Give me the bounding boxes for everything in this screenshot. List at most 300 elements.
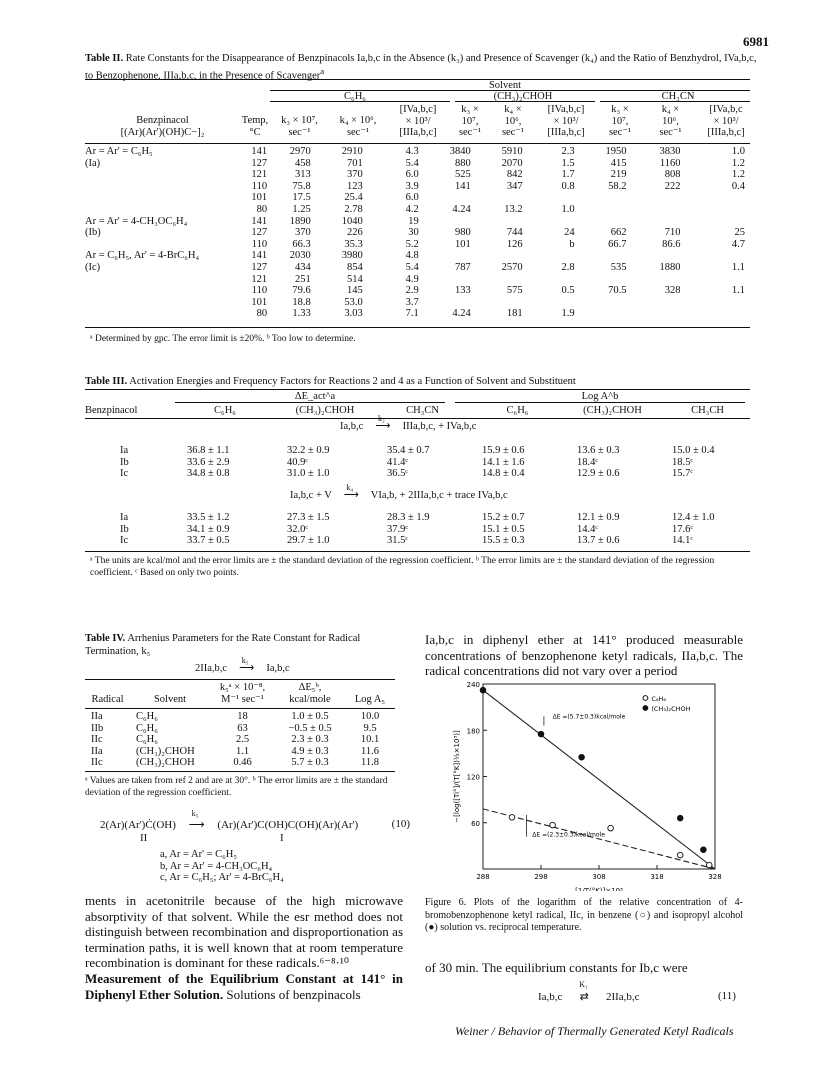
table3-cell: 31.0 ± 1.0: [287, 468, 330, 480]
x-axis-label: [1/T(°K)]×10³: [575, 887, 623, 891]
table2-subcol-2-l2: × 10³/: [405, 115, 431, 127]
table2-subcol-0: [272, 115, 327, 138]
table2-cell: 1.2: [731, 169, 745, 181]
table3-col-header: CH₃CH: [691, 405, 724, 416]
table2-cell: [585, 308, 637, 320]
table2-cell: 1.0: [731, 146, 745, 157]
x-tick-label: 318: [650, 873, 664, 881]
figure-6: [425, 676, 745, 891]
table2-cell: 66.3: [292, 238, 311, 250]
table2-subcol-8: [697, 104, 755, 139]
table2-cell: 1.1: [731, 285, 745, 297]
table2-cell: [481, 297, 533, 309]
table2-cell: 75.8: [292, 180, 311, 192]
table3-col-header: C₆H₆: [214, 405, 236, 416]
table4-row-label: IIb: [91, 722, 104, 734]
table2-cell: [429, 192, 481, 204]
right-paragraph-2: of 30 min. The equilibrium constants for Ib,c were: [425, 960, 688, 975]
table2-cell: 2.8: [561, 261, 575, 273]
table2-subcol-4-l1: k₄ ×: [504, 104, 522, 115]
table3-group1-rule: [175, 402, 445, 403]
table2-cell: 0.4: [731, 180, 745, 192]
table2-row-label: [85, 204, 241, 216]
table4-cell: (CH₃)₂CHOH: [136, 745, 195, 757]
table2-sub-rule-2: [455, 101, 595, 102]
table2-subcol-0-l1: k₃ × 10⁷,: [281, 115, 318, 126]
table4-row-label: IIc: [91, 757, 103, 769]
right-paragraph: Ia,b,c in diphenyl ether at 141° produced measurable concentrations of benzophenone ketyl radicals, IIa,b,c. The radical concentrations did not vary over a period: [425, 632, 743, 678]
data-point: [538, 731, 544, 737]
table2-cell: [585, 216, 637, 228]
table4-row: [85, 757, 395, 769]
left-paragraph: ments in acetonitrile because of the high microwave absorptivity of that solvent. While the esr method does not distinguish between recombination and disproportionation as termination paths, it is well known that at room temperature recombination is dominant for these radicals.⁶⁻⁸·¹⁰: [85, 893, 403, 970]
table3-row: [85, 524, 755, 536]
table4-row-label: IIa: [91, 711, 103, 722]
table2-row: [85, 297, 755, 309]
table3-cell: 41.4ᶜ: [387, 456, 409, 468]
eq10-label-right: I: [280, 832, 284, 844]
table3-row: [85, 445, 755, 457]
table4-cell: C₆H₆: [136, 722, 158, 734]
table2-cell: 2.9: [405, 285, 419, 297]
table2-subcol-4-l2: 10⁶,: [504, 115, 522, 127]
table3-cell: 13.6 ± 0.3: [577, 445, 620, 456]
table4-reaction: [195, 656, 290, 675]
table2-cell: 370: [346, 169, 363, 181]
legend-label-benzene: C₆H₆: [651, 695, 667, 703]
table2-row-label: [85, 181, 241, 193]
table2-row: [85, 169, 755, 181]
table3-reaction2-arrow: k₄ ⟶: [343, 483, 359, 501]
eq10-right: (Ar)(Ar')C(OH)C(OH)(Ar)(Ar'): [217, 819, 359, 831]
table3-row: [85, 457, 755, 469]
y-axis-label: −[log([Ti°]/(T[°K])½×10³)]: [453, 730, 461, 823]
table3-cell: 31.5ᶜ: [387, 535, 409, 547]
table2-body: [85, 146, 755, 320]
table2-subcol-3-l2: 10⁷,: [461, 115, 479, 127]
table2-cell: 66.7: [608, 238, 627, 250]
table4-cell: 11.6: [361, 745, 379, 757]
table2-cell: [637, 250, 691, 262]
table2-cell: 2.78: [344, 203, 363, 215]
table2-row-label: Ar = C₆H₅, Ar' = 4-BrC₆H₄: [85, 250, 200, 262]
table3-reaction2-k: k₄: [346, 483, 354, 492]
table2-row-label: [85, 285, 241, 297]
table3-footnotes: ᵃ The units are kcal/mol and the error limits are ± the standard deviation of the regression coefficient. ᵇ The error limits are ± the standard deviation of the regression coefficient. ᶜ Based on only two points.: [90, 556, 715, 578]
table2-cell: 2910: [341, 146, 363, 157]
table2-cell: [481, 274, 533, 286]
left-paragraph-2: Solutions of benzpinacols: [226, 986, 361, 1002]
table2-subcol-6: [600, 104, 640, 139]
table2-cell: [637, 308, 691, 320]
table3-cell: 14.8 ± 0.4: [482, 468, 525, 480]
table2-subcol-7-l2: 10⁶,: [662, 115, 679, 127]
table3-cell: 33.7 ± 0.5: [187, 535, 230, 547]
table3-col-header: CH₃CN: [406, 405, 439, 416]
table2-row: [85, 274, 755, 286]
table3-block1: [85, 445, 755, 480]
page-footer: Weiner / Behavior of Thermally Generated Ketyl Radicals: [455, 1024, 734, 1038]
data-point: [701, 847, 707, 853]
table3-cell: 35.4 ± 0.7: [387, 445, 430, 456]
x-tick-label: 328: [708, 873, 722, 881]
table2-cell: [585, 204, 637, 216]
table2-cell: 5.4: [405, 261, 419, 273]
table3-reaction1-left: Ia,b,c: [340, 421, 364, 432]
table2-cell: 219: [610, 169, 627, 181]
table2-cell: [691, 297, 755, 309]
table2-cell: 313: [295, 169, 311, 181]
table2-row-label: [85, 169, 241, 181]
table3-bottom-rule: [85, 551, 750, 552]
table4-cell: 18: [237, 711, 248, 722]
table2-cell: 251: [295, 273, 311, 285]
table2-cell: 4.24: [452, 203, 471, 215]
data-point: [509, 815, 515, 821]
table2-row: [85, 239, 755, 251]
table2-header-rule: [85, 143, 750, 144]
table3-reaction2-left: Ia,b,c + V: [290, 490, 332, 501]
table4-col-header: ΔE₅ᵇ, kcal/mole: [289, 682, 331, 705]
table3-row: [85, 535, 755, 547]
table2-col-temp: [238, 115, 272, 138]
table2-cell: 25: [734, 227, 745, 239]
table3-cell: 18.4ᶜ: [577, 456, 599, 468]
table2-subcol-5: [535, 104, 597, 139]
table2-cell: 222: [664, 180, 681, 192]
table2-subcol-5-l2: × 10³/: [553, 115, 579, 127]
table3-cell: 29.7 ± 1.0: [287, 535, 330, 547]
y-tick-label: 60: [471, 819, 480, 828]
table2-cell: 880: [454, 157, 471, 169]
table2-cell: 101: [251, 296, 268, 308]
table2-cell: [481, 250, 533, 262]
table2-cell: 35.3: [344, 238, 363, 250]
table4-cell: 63: [237, 722, 248, 734]
table4-cell: 10.1: [360, 734, 380, 746]
table2-cell: [691, 204, 755, 216]
table4-col-header: Solvent: [153, 693, 187, 705]
eq10-defs: [160, 849, 284, 884]
table2-caption-sup: a: [320, 66, 325, 76]
table2-subcol-4-l3: sec⁻¹: [501, 127, 525, 139]
table2-cell: 535: [610, 261, 627, 273]
table2-cell: 18.8: [292, 296, 311, 308]
table4-cell: 0.46: [233, 757, 252, 769]
table3-cell: 27.3 ± 1.5: [287, 512, 330, 523]
table2-row: [85, 262, 755, 274]
table2-subcol-7: [648, 104, 693, 139]
table2-row-label: Ar = Ar' = C₆H₅: [85, 146, 153, 157]
data-point: [550, 822, 556, 828]
table2-cell: 710: [664, 227, 681, 239]
table2-subcol-3-l3: sec⁻¹: [458, 127, 482, 139]
table2-cell: [585, 297, 637, 309]
table2-footnotes: ᵃ Determined by gpc. The error limit is ±20%. ᵇ Too low to determine.: [90, 334, 356, 344]
x-tick-label: 308: [592, 873, 606, 881]
table2-col-benzpinacol-l1: Benzpinacol: [136, 115, 189, 126]
table2-row: [85, 158, 755, 170]
table4-top-rule: [85, 679, 395, 680]
table2-cell: 1160: [659, 157, 681, 169]
table4-cell: 10.0: [360, 711, 380, 722]
table3-cell: 15.9 ± 0.6: [482, 445, 525, 456]
table2-subcol-1-l1: k₄ × 10⁶,: [339, 115, 377, 126]
table2-row: [85, 216, 755, 228]
table2-solvent-header: Solvent: [488, 80, 522, 91]
table2-solvent-ipa: (CH₃)₂CHOH: [493, 91, 553, 102]
table2-cell: 127: [251, 227, 268, 239]
eq10-def-c: c, Ar = C₆H₅; Ar' = 4-BrC₆H₄: [160, 872, 284, 884]
table4-cell: 2.5: [235, 734, 250, 746]
table2-subcol-8-l1: [IVa,b,c: [709, 104, 743, 115]
table2-col-benzpinacol-l2: [(Ar)(Ar')(OH)C−]₂: [120, 126, 205, 138]
table3-row-label: Ib: [120, 523, 129, 535]
table2-cell: 6.0: [405, 192, 419, 204]
table2-cell: [637, 297, 691, 309]
table2-row-label: Ar = Ar' = 4-CH₃OC₆H₄: [85, 215, 188, 227]
table3-reaction1-k: k₂: [377, 414, 385, 423]
table3-reaction1-arrow: k₂ ⟶: [375, 414, 391, 432]
table3-label: Table III.: [85, 376, 128, 387]
y-tick-label: 180: [466, 727, 480, 736]
table2-cell: 58.2: [608, 180, 627, 192]
table2-cell: 662: [610, 227, 627, 239]
table2-cell: 127: [251, 157, 268, 169]
table4-reaction-right: Ia,b,c: [266, 663, 290, 674]
table3-cell: 33.5 ± 1.2: [187, 512, 230, 523]
table3-col-header: Benzpinacol: [85, 405, 138, 416]
table2-cell: [429, 297, 481, 309]
table2-cell: [533, 192, 585, 204]
table3-col-header: (CH₃)₂CHOH: [583, 405, 642, 416]
table3-row-label: Ib: [120, 456, 129, 468]
table2-cell: 101: [251, 192, 268, 204]
table4-cell: 1.1: [235, 745, 250, 757]
table4-row: [85, 723, 395, 735]
table3-cell: 32.2 ± 0.9: [287, 445, 330, 456]
eq11-right: 2IIa,b,c: [605, 991, 640, 1003]
table3-row-label: Ic: [120, 468, 129, 480]
table3-cell: 14.4ᶜ: [577, 523, 599, 535]
table2-cell: 525: [454, 169, 471, 181]
table2-cell: 3980: [341, 250, 363, 262]
table3-cell: 33.6 ± 2.9: [187, 456, 230, 468]
table2-cell: 1.0: [561, 203, 575, 215]
table2-row-label: [85, 239, 241, 251]
table2-cell: 5.4: [405, 157, 419, 169]
table2-cell: 2970: [289, 146, 311, 157]
table2-sub-rule-1: [270, 101, 450, 102]
table2-cell: [429, 216, 481, 228]
table2-row-label: [85, 274, 241, 286]
table4-bottom-rule: [85, 771, 395, 772]
table2-cell: 110: [251, 238, 268, 250]
table2-cell: 19: [408, 215, 419, 227]
table4-row: [85, 711, 395, 723]
table2-subcol-2-l3: [IIIa,b,c]: [399, 127, 437, 139]
table2-row: [85, 308, 755, 320]
table2-cell: 127: [251, 261, 268, 273]
table3-row: [85, 468, 755, 480]
table2-subcol-6-l2: 10⁷,: [611, 115, 629, 127]
table3-cell: 40.9ᶜ: [287, 456, 309, 468]
table2-cell: 808: [664, 169, 681, 181]
table2-cell: 79.6: [292, 285, 311, 297]
table2-cell: 3.03: [344, 308, 363, 320]
table2-subcol-6-l3: sec⁻¹: [608, 127, 632, 139]
table2-cell: 744: [506, 227, 523, 239]
table2-cell: [637, 204, 691, 216]
table2-subcol-3: [450, 104, 490, 139]
table3-reaction2: [290, 483, 508, 502]
table3-cell: 15.5 ± 0.3: [482, 535, 525, 547]
table2-subcol-5-l1: [IVa,b,c]: [547, 104, 585, 115]
table2-cell: 3.9: [405, 180, 419, 192]
table4-header-rule: [85, 708, 395, 709]
page-number: 6981: [743, 34, 769, 49]
table3-row: [85, 512, 755, 524]
eq11-left: Ia,b,c: [538, 991, 563, 1003]
table2-cell: 1950: [605, 146, 627, 157]
table2-cell: 226: [346, 227, 363, 239]
table2-cell: [533, 274, 585, 286]
table2-cell: [533, 297, 585, 309]
table2-cell: 1.1: [731, 261, 745, 273]
table2-cell: 141: [454, 180, 471, 192]
table2-cell: [429, 250, 481, 262]
table3-top-rule: [85, 389, 750, 390]
table2-cell: 123: [346, 180, 363, 192]
table2-subcol-8-l2: × 10³/: [713, 115, 739, 127]
table2-cell: 80: [256, 308, 268, 320]
table2-solvent-acn: CH₃CN: [661, 91, 695, 102]
table2-sub-rule-3: [600, 101, 750, 102]
table2-subcol-0-l2: sec⁻¹: [288, 126, 311, 138]
data-point: [677, 852, 683, 858]
table2-cell: 1890: [289, 215, 311, 227]
table2-subcol-1-l2: sec⁻¹: [346, 126, 370, 138]
table2-cell: 7.1: [405, 308, 419, 320]
table2-cell: 5.2: [405, 238, 419, 250]
table3-cell: 34.8 ± 0.8: [187, 468, 230, 480]
table2-cell: 980: [454, 227, 471, 239]
table2-cell: 3840: [449, 146, 471, 157]
table4-cell: 11.8: [361, 757, 379, 769]
table2-cell: 141: [251, 146, 268, 157]
eq10-def-b: b, Ar = Ar' = 4-CH₃OC₆H₄: [160, 860, 273, 872]
table3-cell: 12.1 ± 0.9: [577, 512, 620, 523]
table2-cell: [637, 192, 691, 204]
table2-cell: [533, 250, 585, 262]
table2-cell: 70.5: [608, 285, 627, 297]
table2-cell: 575: [506, 285, 523, 297]
table2-cell: 842: [506, 169, 523, 181]
table2-row-label: [85, 297, 241, 309]
table2-cell: 328: [664, 285, 681, 297]
table2-row-label: (Ib): [85, 227, 101, 239]
eq10-label-left: II: [140, 832, 148, 844]
table2-cell: 1.2: [731, 157, 745, 169]
table3-group2: Log A^b: [581, 391, 619, 402]
table4-cell: 5.7 ± 0.3: [291, 757, 329, 769]
table2-row-label: (Ic): [85, 261, 101, 273]
table2-subcol-3-l1: k₃ ×: [461, 104, 479, 115]
table4-footnotes: ᵃ Values are taken from ref 2 and are at 30°. ᵇ The error limits are ± the standard deviation of the regression coefficient.: [85, 776, 388, 798]
table3-cell: 15.2 ± 0.7: [482, 512, 525, 523]
table3-cell: 13.7 ± 0.6: [577, 535, 620, 547]
table2-cell: [585, 250, 637, 262]
table2-cell: 30: [408, 227, 419, 239]
table2-solvent-benzene: C₆H₆: [344, 91, 366, 102]
table3-header: [85, 405, 755, 417]
table2-cell: 5910: [501, 146, 523, 157]
table2-row: [85, 227, 755, 239]
table2-cell: 133: [454, 285, 471, 297]
table2-cell: 1.9: [561, 308, 575, 320]
table3-cell: 14.1ᶜ: [672, 535, 694, 547]
table2-cell: 415: [610, 157, 627, 169]
table2-cell: [481, 216, 533, 228]
table4-row: [85, 734, 395, 746]
table3-caption: [85, 375, 765, 388]
table3-group2-rule: [455, 402, 745, 403]
table2-subcol-6-l1: k₃ ×: [611, 104, 629, 115]
table2-subcol-8-l3: [IIIa,b,c]: [707, 127, 745, 139]
table2-cell: 701: [346, 157, 363, 169]
table2-cell: 4.2: [405, 203, 419, 215]
table2-row: [85, 192, 755, 204]
table2-cell: 2070: [501, 157, 523, 169]
table3-caption-text: Activation Energies and Frequency Factors for Reactions 2 and 4 as a Function of Solvent and Substituent: [129, 376, 576, 387]
table2-cell: 2030: [289, 250, 311, 262]
table2-cell: [533, 216, 585, 228]
table4-label: Table IV.: [85, 633, 126, 644]
table2-cell: 3.7: [405, 296, 419, 308]
table3-cell: 36.8 ± 1.1: [187, 445, 230, 456]
table2-cell: 110: [251, 285, 268, 297]
table2-cell: [691, 192, 755, 204]
table2-row: [85, 285, 755, 297]
table2-cell: 53.0: [344, 296, 363, 308]
table2-cell: 110: [251, 180, 268, 192]
table4-reaction-left: 2IIa,b,c: [195, 663, 228, 674]
table2-cell: [691, 274, 755, 286]
table3-cell: 17.6ᶜ: [672, 523, 694, 535]
table4-reaction-k: k₅: [241, 656, 249, 665]
table3-cell: 14.1 ± 1.6: [482, 456, 525, 468]
table3-reaction1: [340, 414, 477, 433]
table2-cell: 145: [346, 285, 363, 297]
table2-cell: 80: [256, 203, 268, 215]
table2-cell: [637, 274, 691, 286]
equation-11: [538, 980, 640, 1003]
data-point: [608, 825, 614, 831]
table2-cell: 86.6: [662, 238, 681, 250]
table2-cell: 0.5: [561, 285, 575, 297]
legend-label-ipa: (CH₃)₂CHOH: [651, 705, 691, 713]
x-tick-label: 288: [476, 873, 490, 881]
table2-cell: 4.24: [452, 308, 471, 320]
table2-cell: 434: [295, 261, 311, 273]
table2-subcol-7-l1: k₄ ×: [661, 104, 680, 115]
table4-row-label: IIa: [91, 745, 103, 757]
table2-cell: [481, 192, 533, 204]
table2-cell: 4.8: [405, 250, 419, 262]
table2-row: [85, 204, 755, 216]
table2-col-temp-l1: Temp,: [241, 115, 269, 126]
table4-caption: [85, 632, 395, 658]
